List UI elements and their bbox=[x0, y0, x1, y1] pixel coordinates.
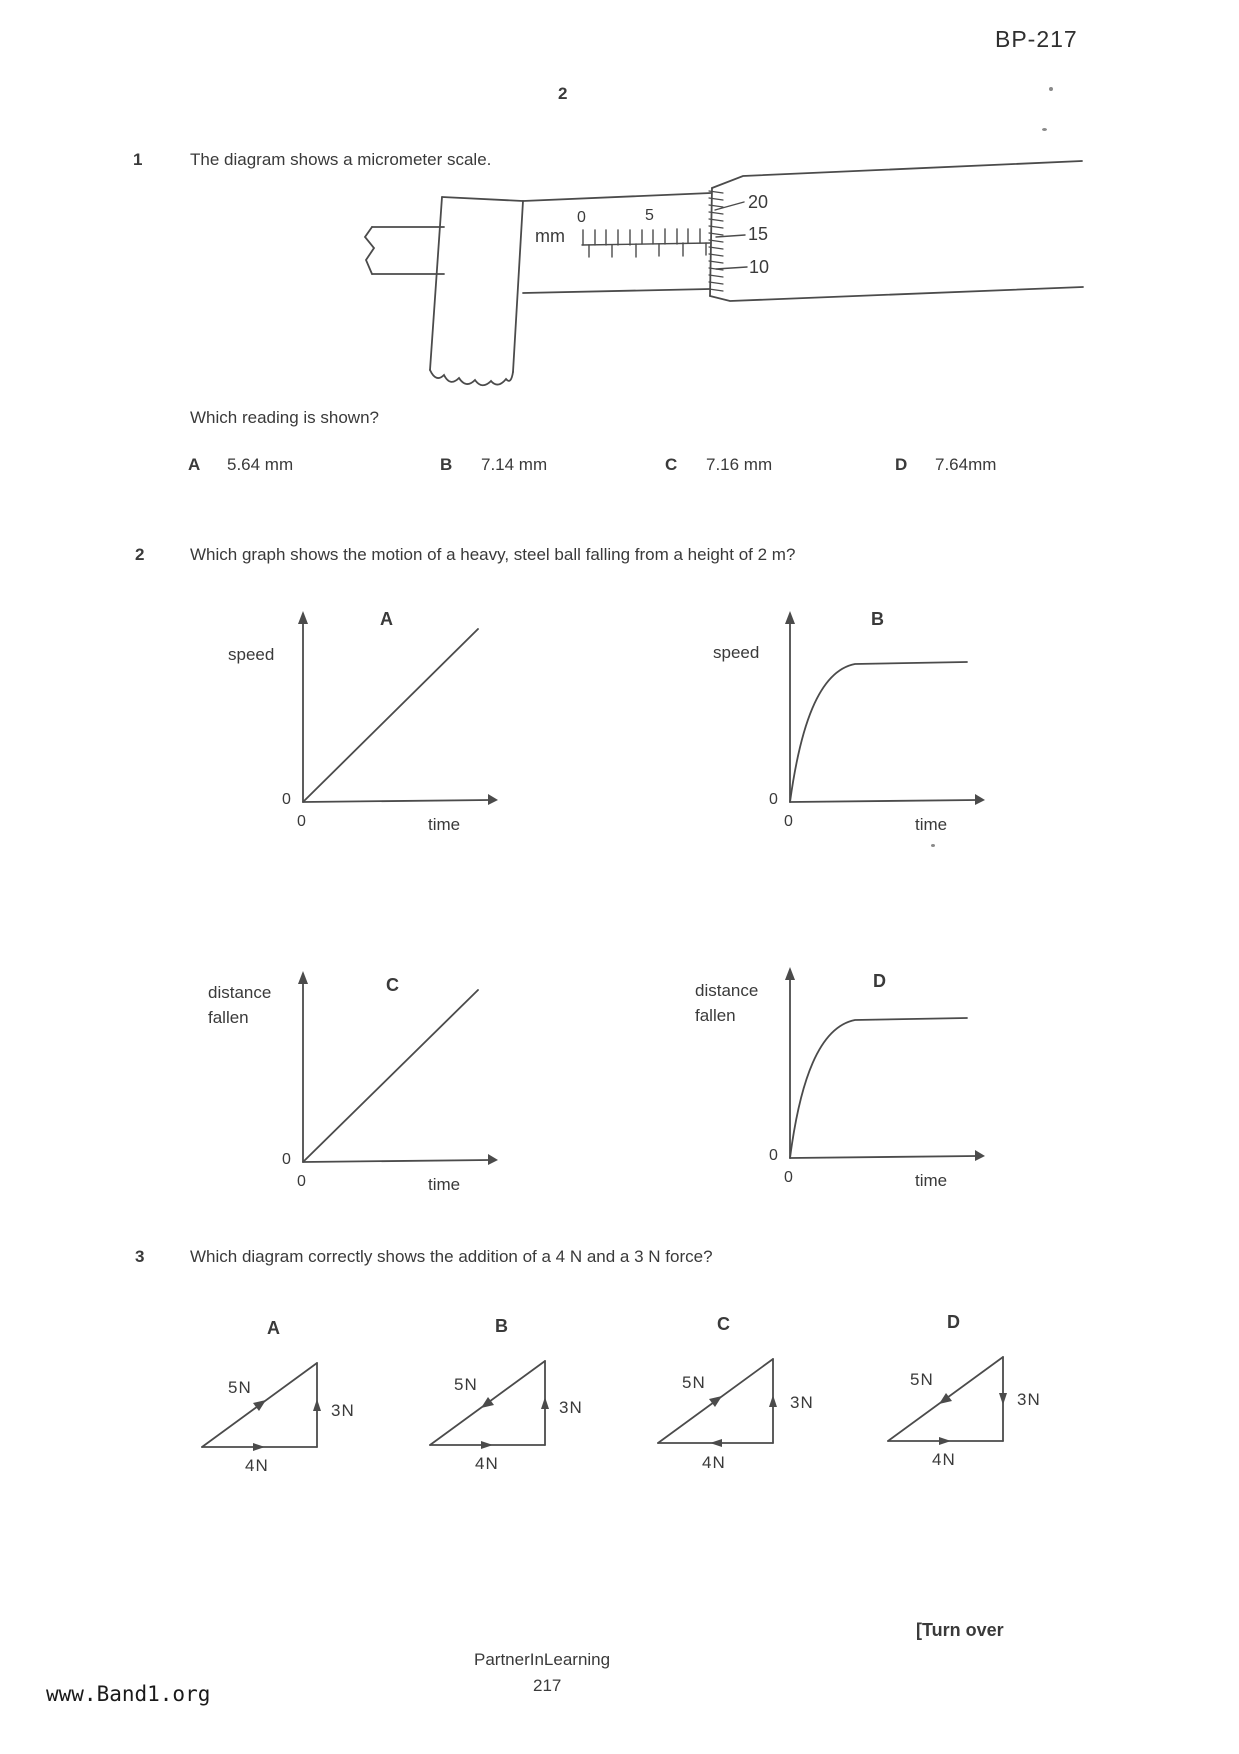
diagram-d-3n-label: 3N bbox=[1017, 1390, 1041, 1409]
graph-b-xzero: 0 bbox=[784, 813, 793, 830]
doc-code: BP-217 bbox=[995, 26, 1078, 52]
graph-c-ylabel: distance bbox=[208, 983, 272, 1002]
diagram-b-label: B bbox=[495, 1316, 508, 1336]
diagram-a-label: A bbox=[267, 1318, 280, 1338]
graph-a-label: A bbox=[380, 609, 393, 629]
q1-option-a-value: 5.64 mm bbox=[227, 455, 294, 474]
main-scale-0: 0 bbox=[577, 209, 586, 226]
graph-c-xzero: 0 bbox=[297, 1173, 306, 1190]
graph-b-xlabel: time bbox=[915, 815, 948, 834]
force-triangle-b bbox=[423, 1314, 598, 1479]
q3-diagram-c bbox=[651, 1312, 826, 1477]
q1-number: 1 bbox=[133, 150, 143, 169]
q1-option-a-label: A bbox=[188, 455, 201, 474]
scan-artifact bbox=[1049, 87, 1053, 91]
graph-d-label: D bbox=[873, 971, 886, 991]
q2-graph-c bbox=[208, 967, 498, 1227]
q1-option-c-label: C bbox=[665, 455, 678, 474]
turn-over-note: [Turn over bbox=[916, 1620, 1004, 1640]
diagram-d-4n-label: 4N bbox=[932, 1450, 956, 1469]
graph-d-xlabel: time bbox=[915, 1171, 948, 1190]
diagram-b-4n-label: 4N bbox=[475, 1454, 499, 1473]
footer-website: www.Band1.org bbox=[46, 1682, 211, 1706]
q3-text: Which diagram correctly shows the addition of a 4 N and a 3 N force? bbox=[190, 1247, 713, 1266]
main-scale-5: 5 bbox=[645, 207, 654, 224]
diagram-c-3n-label: 3N bbox=[790, 1393, 814, 1412]
graph-a-xzero: 0 bbox=[297, 813, 306, 830]
thimble-scale-20: 20 bbox=[748, 192, 769, 212]
graph-c-xlabel: time bbox=[428, 1175, 461, 1194]
diagram-b-5n-label: 5N bbox=[454, 1375, 478, 1394]
graph-c-label: C bbox=[386, 975, 399, 995]
diagram-a-5n-label: 5N bbox=[228, 1378, 252, 1397]
micrometer-unit-label: mm bbox=[535, 226, 565, 246]
q2-number: 2 bbox=[135, 545, 145, 564]
thimble-scale-10: 10 bbox=[749, 257, 770, 277]
q1-option-b-label: B bbox=[440, 455, 453, 474]
graph-b-label: B bbox=[871, 609, 884, 629]
scan-artifact bbox=[1042, 128, 1047, 131]
diagram-d-label: D bbox=[947, 1312, 960, 1332]
q1-option-d-value: 7.64mm bbox=[935, 455, 997, 474]
graph-c-ylabel2: fallen bbox=[208, 1008, 249, 1027]
q1-option-b-value: 7.14 mm bbox=[481, 455, 548, 474]
diagram-b-3n-label: 3N bbox=[559, 1398, 583, 1417]
q2-graph-d bbox=[695, 963, 985, 1223]
diagram-a-4n-label: 4N bbox=[245, 1456, 269, 1475]
graph-b-origin: 0 bbox=[769, 791, 778, 808]
thimble-scale-15: 15 bbox=[748, 224, 769, 244]
graph-d-ylabel: distance bbox=[695, 981, 759, 1000]
diagram-c-4n-label: 4N bbox=[702, 1453, 726, 1472]
q2-text: Which graph shows the motion of a heavy, steel ball falling from a height of 2 m? bbox=[190, 545, 796, 564]
micrometer-diagram bbox=[360, 155, 1095, 400]
q1-option-c-value: 7.16 mm bbox=[706, 455, 773, 474]
q1-prompt: Which reading is shown? bbox=[190, 408, 379, 427]
diagram-d-5n-label: 5N bbox=[910, 1370, 934, 1389]
footer-brand: PartnerInLearning bbox=[474, 1650, 611, 1669]
graph-a-xlabel: time bbox=[428, 815, 461, 834]
graph-d-origin: 0 bbox=[769, 1147, 778, 1164]
graph-a-ylabel: speed bbox=[228, 645, 275, 664]
micrometer-drawing bbox=[360, 155, 1095, 400]
footer-brand-number: 217 bbox=[533, 1676, 562, 1695]
q3-diagram-b bbox=[423, 1314, 598, 1479]
q1-text: The diagram shows a micrometer scale. bbox=[190, 150, 492, 169]
q1-option-d-label: D bbox=[895, 455, 908, 474]
graph-b-ylabel: speed bbox=[713, 643, 760, 662]
diagram-c-5n-label: 5N bbox=[682, 1373, 706, 1392]
graph-d-xzero: 0 bbox=[784, 1169, 793, 1186]
graph-d-ylabel2: fallen bbox=[695, 1006, 736, 1025]
force-triangle-a bbox=[195, 1316, 370, 1481]
q3-diagram-d bbox=[881, 1310, 1056, 1475]
diagram-c-label: C bbox=[717, 1314, 730, 1334]
q2-graph-b bbox=[695, 607, 985, 867]
diagram-a-3n-label: 3N bbox=[331, 1401, 355, 1420]
graph-a-origin: 0 bbox=[282, 791, 291, 808]
q3-number: 3 bbox=[135, 1247, 145, 1266]
q3-diagram-a bbox=[195, 1316, 370, 1481]
page-number: 2 bbox=[558, 84, 568, 103]
q2-graph-a bbox=[208, 607, 498, 867]
graph-c-origin: 0 bbox=[282, 1151, 291, 1168]
